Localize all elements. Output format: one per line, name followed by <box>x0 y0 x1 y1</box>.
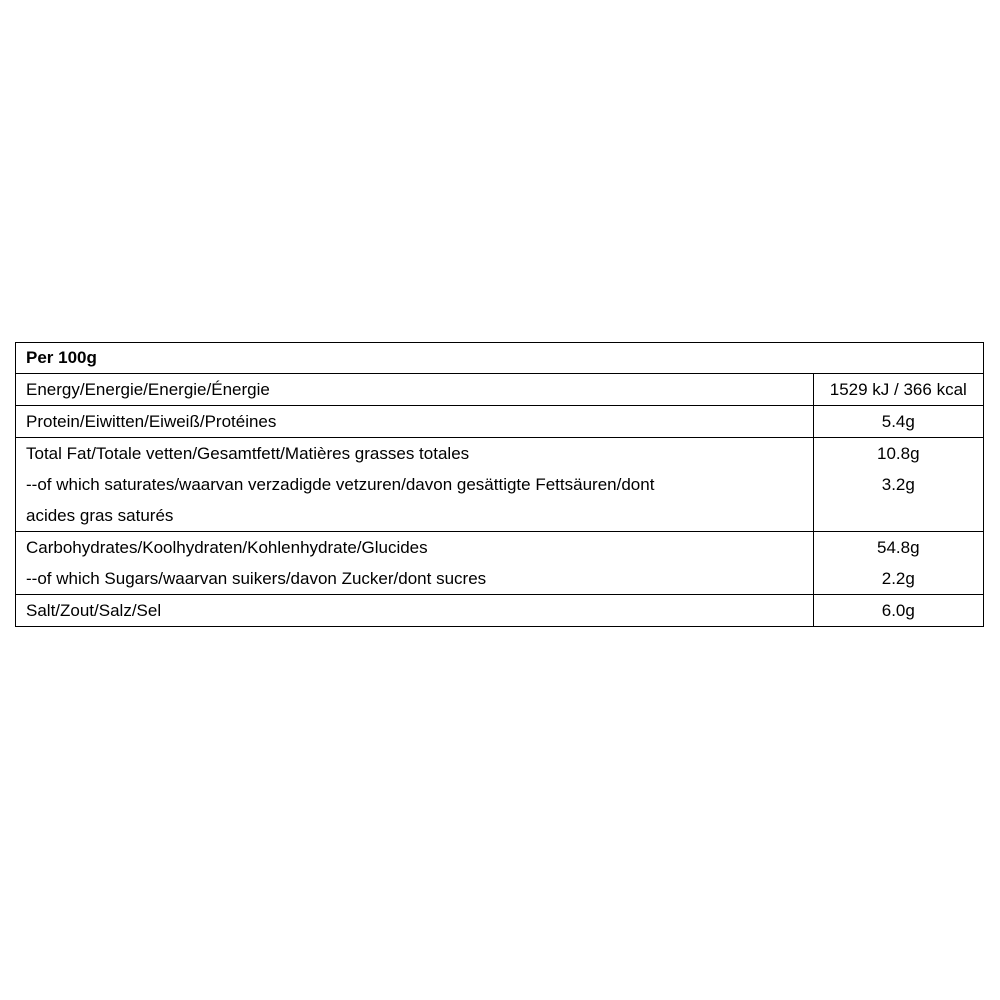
nutrient-line: --of which Sugars/waarvan suikers/davon Zucker/dont sucres <box>26 569 487 588</box>
nutrition-table <box>15 342 984 627</box>
nutrient-value <box>813 374 983 406</box>
value-line: 10.8g <box>877 444 920 463</box>
nutrient-value <box>813 595 983 627</box>
nutrient-label <box>16 595 814 627</box>
nutrient-value <box>813 532 983 595</box>
value-line: 3.2g <box>881 475 915 494</box>
nutrient-line: Salt/Zout/Salz/Sel <box>26 601 162 620</box>
nutrient-label <box>16 438 814 532</box>
nutrient-line: Carbohydrates/Koolhydraten/Kohlenhydrate/Glucides <box>26 538 428 557</box>
value-line: 5.4g <box>881 412 915 431</box>
table-row <box>16 532 984 595</box>
nutrient-label <box>16 532 814 595</box>
nutrient-label <box>16 406 814 438</box>
table-row <box>16 406 984 438</box>
nutrient-label <box>16 374 814 406</box>
table-row <box>16 374 984 406</box>
value-line: 6.0g <box>881 601 915 620</box>
nutrient-line: Protein/Eiwitten/Eiweiß/Protéines <box>26 412 277 431</box>
table-row <box>16 595 984 627</box>
nutrient-line: --of which saturates/waarvan verzadigde vetzuren/davon gesättigte Fettsäuren/dont <box>26 475 655 494</box>
table-header: Per 100g <box>16 343 984 374</box>
table-header-row <box>16 343 984 374</box>
nutrient-line: acides gras saturés <box>26 506 174 525</box>
nutrient-line: Energy/Energie/Energie/Énergie <box>26 380 270 399</box>
value-line: 2.2g <box>881 569 915 588</box>
nutrient-value <box>813 438 983 532</box>
value-line: 54.8g <box>877 538 920 557</box>
nutrient-value <box>813 406 983 438</box>
value-line: 1529 kJ / 366 kcal <box>829 380 967 399</box>
table-row <box>16 438 984 532</box>
nutrient-line: Total Fat/Totale vetten/Gesamtfett/Matières grasses totales <box>26 444 470 463</box>
